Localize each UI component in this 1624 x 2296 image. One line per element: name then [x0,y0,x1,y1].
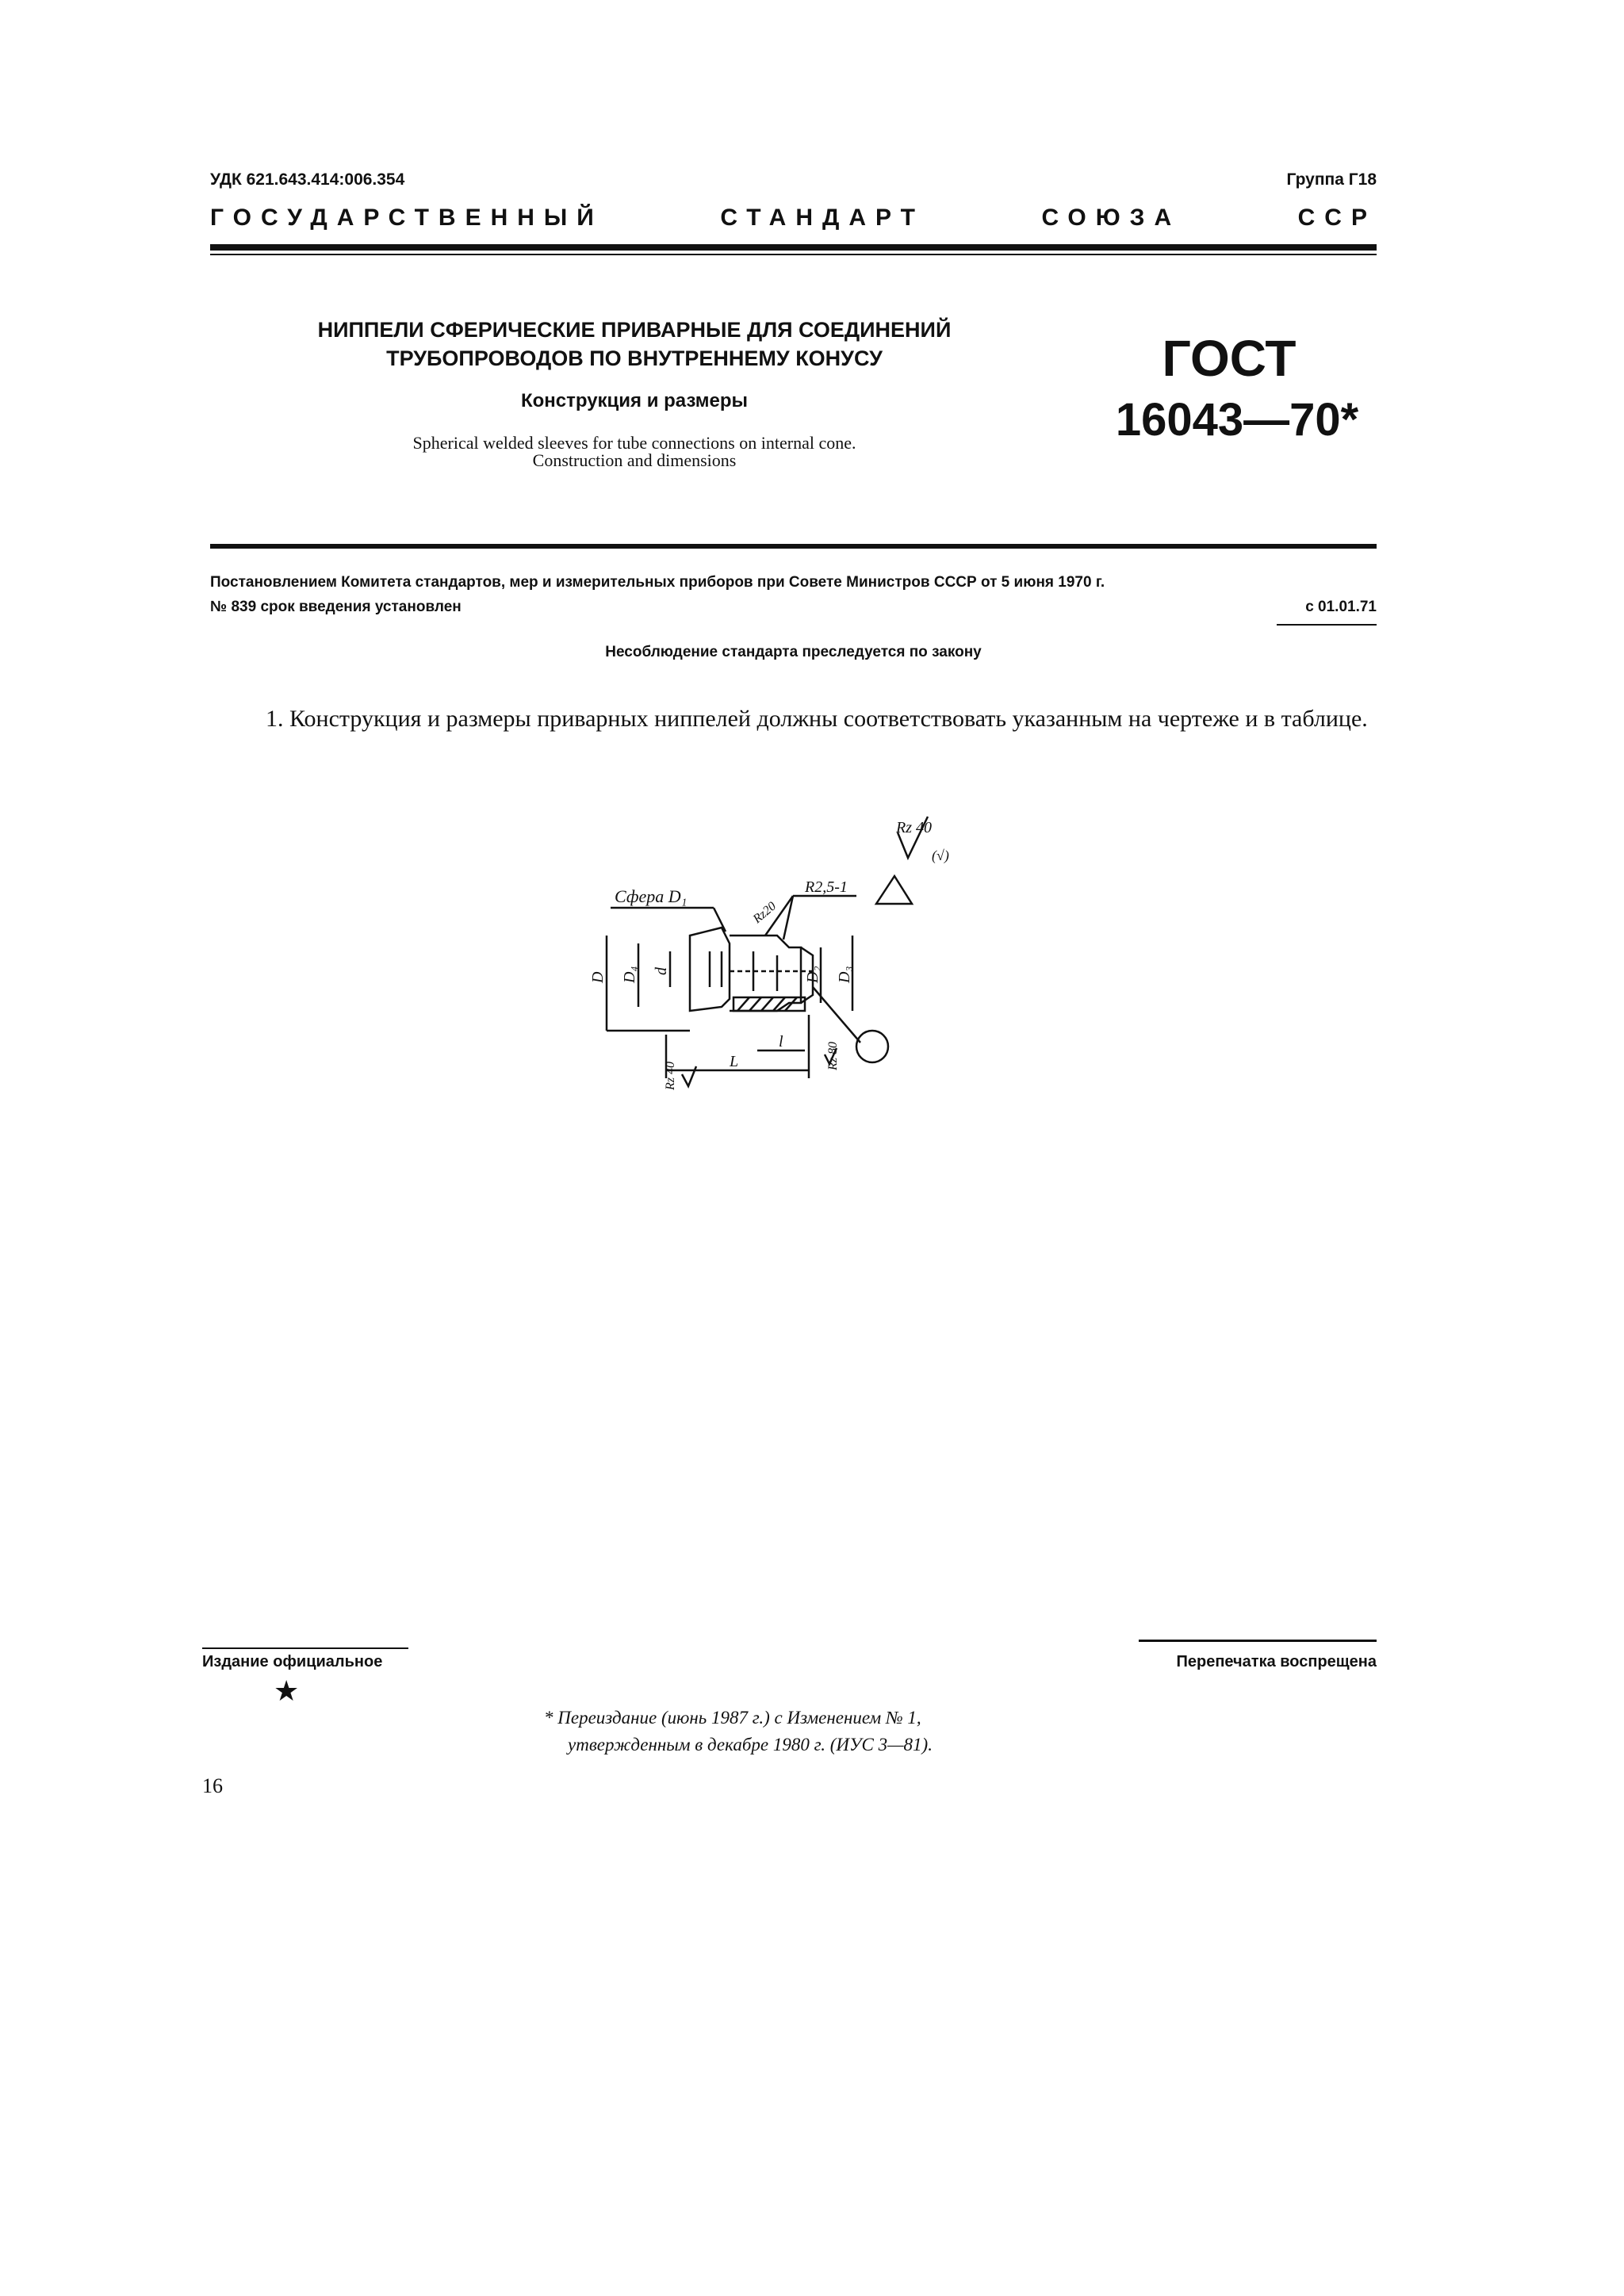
sphere-label: Сфера D₁ [615,886,688,906]
dimension-D-label: D [589,971,607,983]
udk-code: УДК 621.643.414:006.354 [210,170,405,189]
page-number: 16 [202,1774,223,1797]
legal-warning: Несоблюдение стандарта преследуется по закону [605,644,982,660]
hatch-line [749,997,761,1011]
english-title-line: Spherical welded sleeves for tube connections on internal cone. [412,433,856,453]
official-edition: Издание официальное [202,1653,383,1670]
roughness-left-label: Rz 40 [664,1062,677,1090]
reprint-prohibited: Перепечатка воспрещена [1176,1653,1377,1670]
footnote [544,1705,1099,1758]
decree-line [210,599,1377,616]
footnote-line: * Переиздание (июнь 1987 г.) с Изменением № 1, [544,1708,921,1728]
surface-roughness-label: R2,5-1 [805,878,848,896]
hatch-line [737,997,749,1011]
triangle-icon [876,876,912,904]
body-paragraph [210,704,1377,734]
dimension-l-label: l [779,1033,783,1050]
footnote-line: утвержденным в декабре 1980 г. (ИУС 3—81). [568,1735,933,1755]
banner-word: СОЮЗА [1041,205,1182,231]
hatch-line [761,997,773,1011]
gost-label: ГОСТ [1162,330,1297,387]
decree-text: Постановлением Комитета стандартов, мер и измерительных приборов при Совете Министров СССР от 5 июня 1970 г. [210,574,1105,591]
title-line: НИППЕЛИ СФЕРИЧЕСКИЕ ПРИВАРНЫЕ ДЛЯ СОЕДИНЕНИЙ [317,318,952,342]
document-subtitle: Конструкция и размеры [520,390,749,411]
footer-rule [202,1647,408,1649]
dimension-L-label: L [730,1053,739,1070]
decree-text: № 839 срок введения установлен [210,599,462,615]
circle-icon [856,1031,888,1062]
nipple-drawing [589,817,1039,1110]
roughness-top-note: (√) [932,848,949,863]
chamfer-roughness-label: Rz20 [750,899,779,927]
decree-line [210,574,1377,591]
header-rule-thin [210,254,1377,255]
title-line: ТРУБОПРОВОДОВ ПО ВНУТРЕННЕМУ КОНУСУ [386,346,883,370]
dimension-d-label: d [653,967,670,975]
roughness-top-label: Rz 40 [896,819,932,836]
banner-word: ССР [1297,205,1377,231]
banner-word: СТАНДАРТ [720,205,925,231]
state-standard-banner [210,205,1377,232]
paragraph-text: 1. Конструкция и размеры приварных ниппелей должны соответствовать указанным на чертеже и в таблице. [266,706,1368,732]
header-rule [210,244,1377,251]
english-title [285,434,983,469]
gost-number: 16043—70* [1115,394,1359,446]
group-code: Группа Г18 [1286,170,1377,189]
roughness-right-label: Rz 80 [826,1042,840,1070]
date-underline [1277,624,1377,626]
document-title [285,316,983,373]
effective-date: с 01.01.71 [1305,599,1377,615]
dimension-D2-label: D₂ [804,966,822,983]
dimension-D4-label: D₄ [621,966,638,983]
english-title-line: Construction and dimensions [532,450,737,470]
section-rule [210,544,1377,549]
star-icon: ★ [274,1674,300,1707]
footer-rule [1139,1640,1377,1642]
body-outline [730,936,801,1011]
dimension-D3-label: D₃ [836,966,853,983]
banner-word: ГОСУДАРСТВЕННЫЙ [210,205,603,231]
